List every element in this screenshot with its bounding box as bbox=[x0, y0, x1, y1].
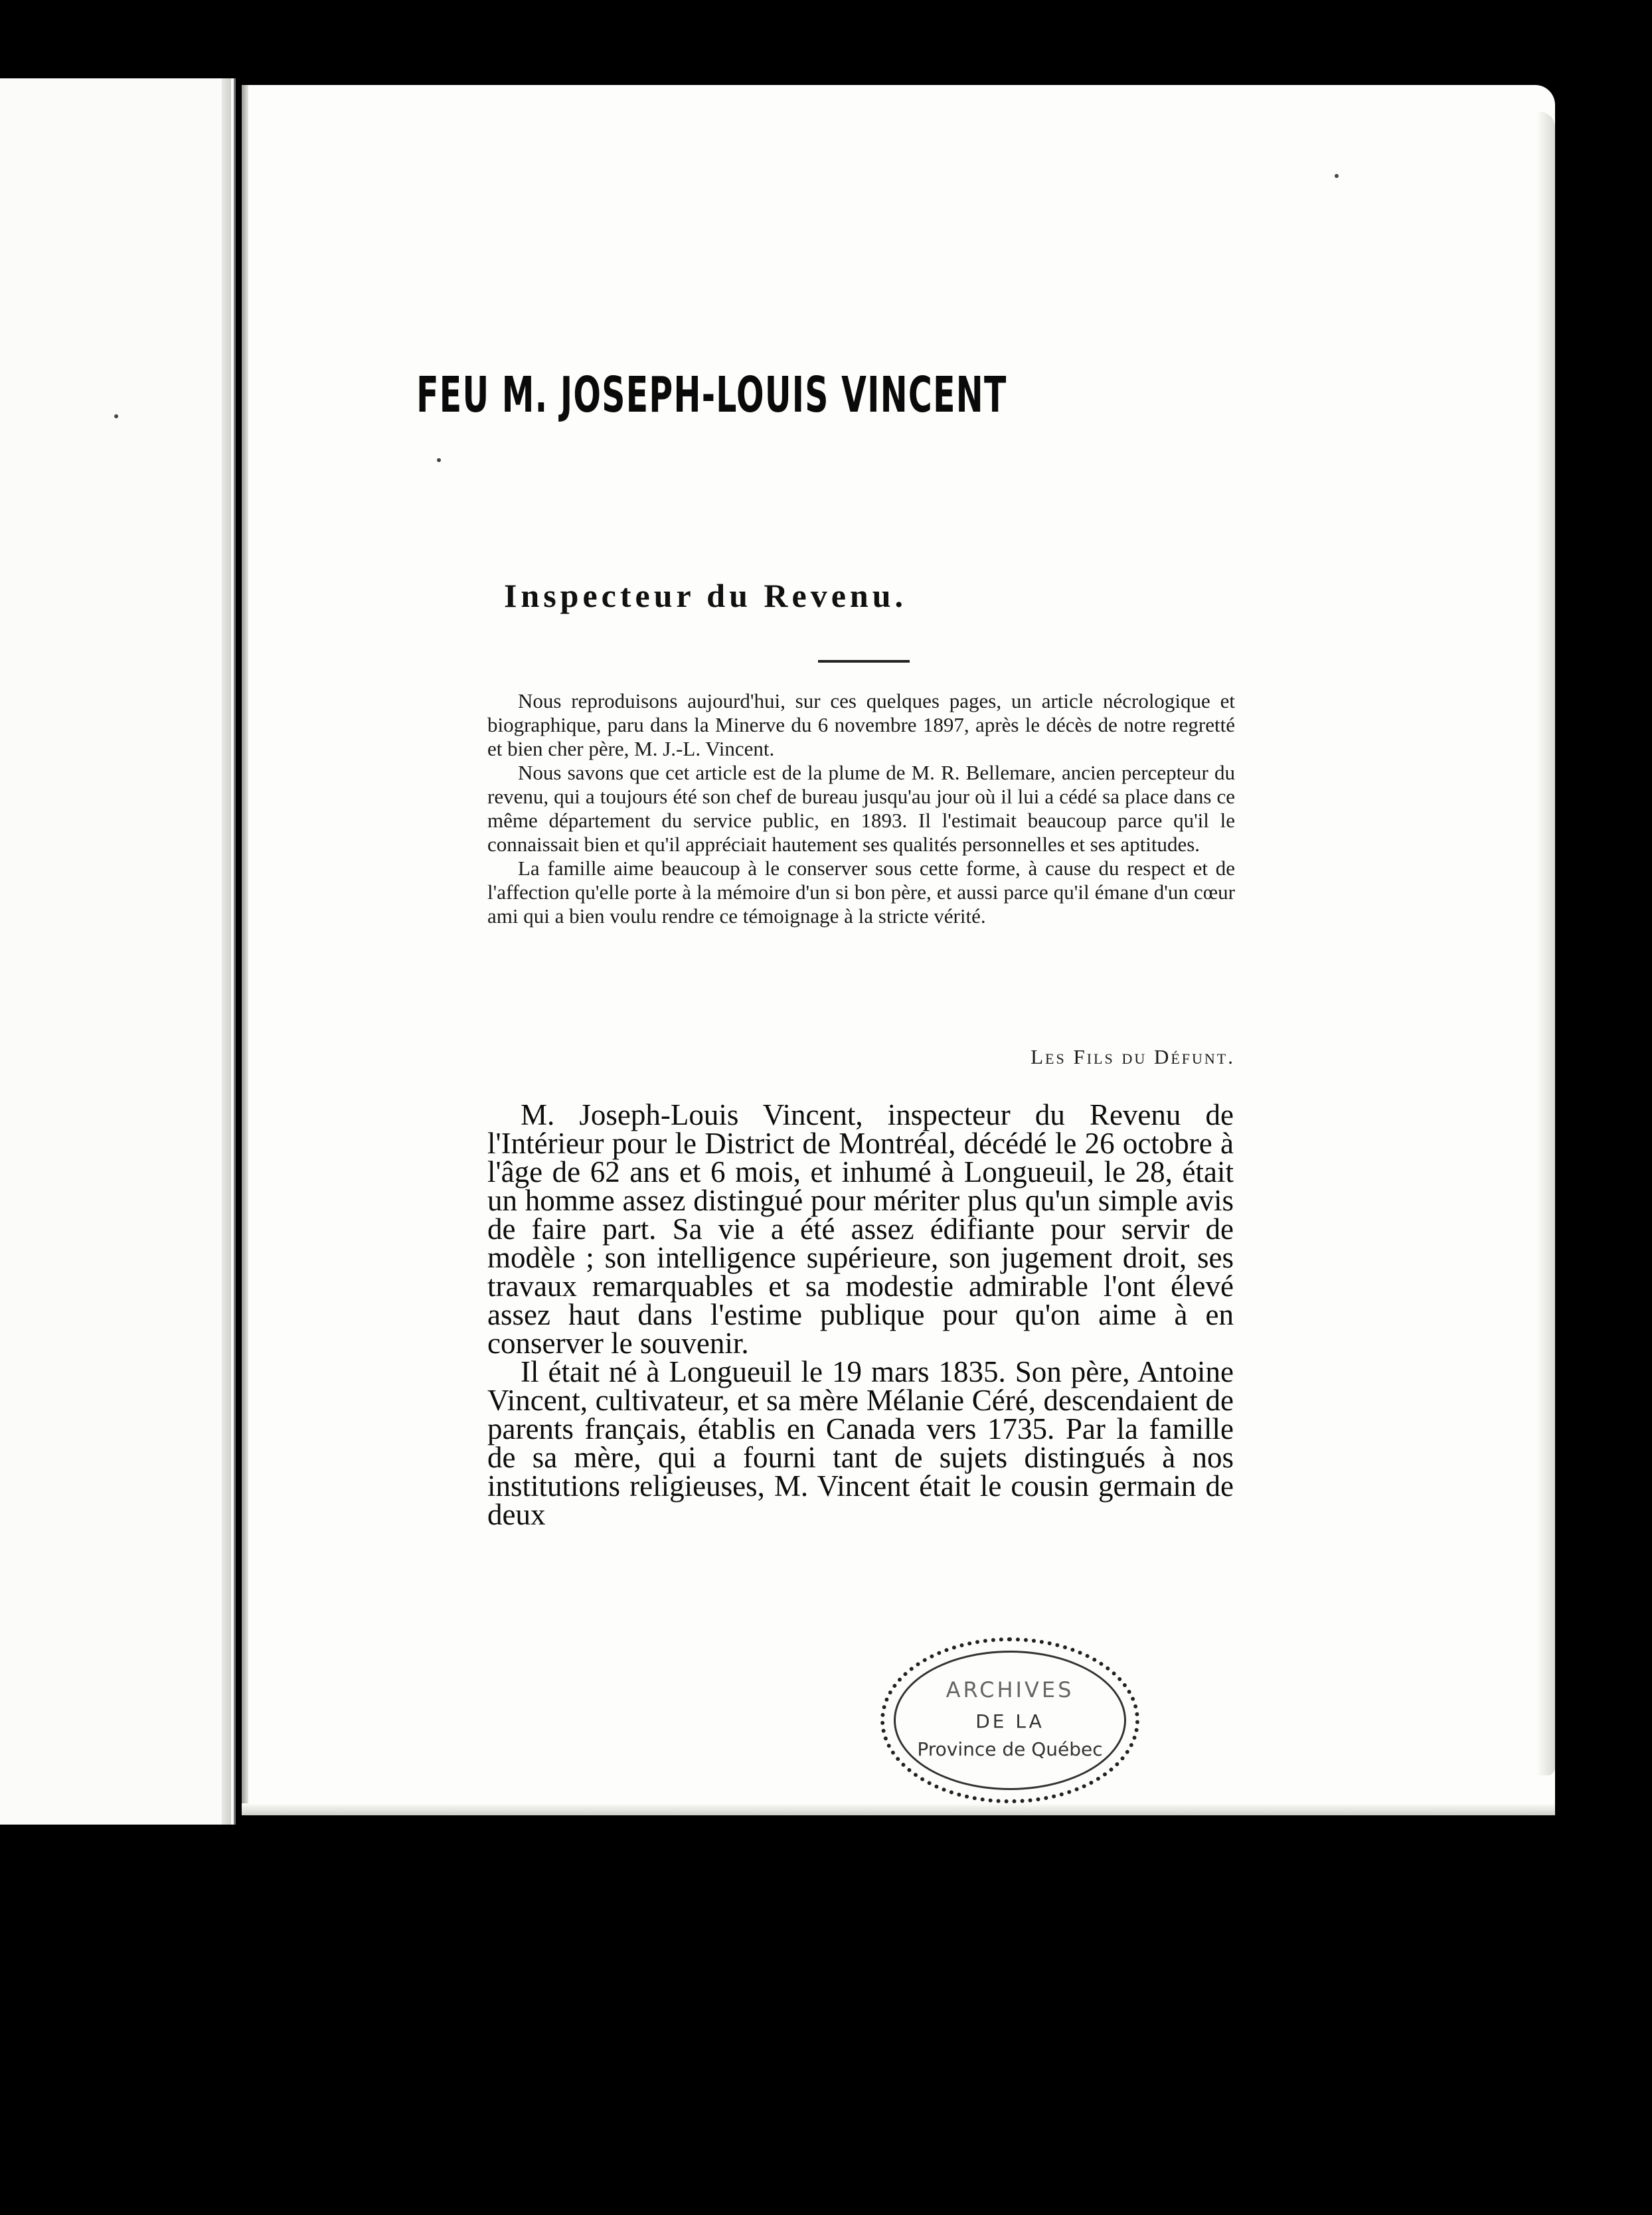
article-body bbox=[487, 1098, 1234, 1531]
title-divider bbox=[818, 660, 910, 663]
document-page bbox=[242, 85, 1555, 1815]
intro-paragraph: Nous reproduisons aujourd'hui, sur ces quelques pages, un article nécrologique et biographique, paru dans la Minerve du 6 novembre 1897, après le décès de notre regretté et bien cher père, M. J.-L. Vincent. bbox=[487, 689, 1235, 760]
page-bottom-edge bbox=[242, 1803, 1555, 1815]
stamp-line: ARCHIVES bbox=[946, 1677, 1074, 1702]
stamp-line: Province de Québec bbox=[917, 1738, 1103, 1760]
stamp-line: DE LA bbox=[975, 1710, 1044, 1732]
page-title: FEU M. JOSEPH-LOUIS VINCENT bbox=[416, 367, 1007, 424]
page-spine bbox=[242, 85, 248, 1815]
intro-note bbox=[487, 689, 1235, 928]
speck bbox=[114, 414, 118, 418]
intro-signature: Les Fils du Défunt. bbox=[1031, 1045, 1235, 1068]
body-paragraph: Il était né à Longueuil le 19 mars 1835. Son père, Antoine Vincent, cultivateur, et sa mère Mélanie Céré, descendaient de parents français, établis en Canada vers 1735. Par la famille de sa mère, qui a fourni tant de sujets distingués à nos institutions religieuses, M. Vincent était le cousin germain de deux bbox=[487, 1355, 1234, 1531]
page-subtitle: Inspecteur du Revenu. bbox=[503, 577, 908, 614]
left-page-fragment bbox=[0, 78, 236, 1825]
speck bbox=[437, 458, 441, 462]
body-paragraph: M. Joseph-Louis Vincent, inspecteur du Revenu de l'Intérieur pour le District de Montréal, décédé le 26 octobre à l'âge de 62 ans et 6 mois, et inhumé à Longueuil, le 28, était un homme assez distingué pour mériter plus qu'un simple avis de faire part. Sa vie a été assez édifiante pour servir de modèle ; son intelligence supérieure, son jugement droit, ses travaux remarquables et sa modestie admirable l'ont élevé assez haut dans l'estime publique pour qu'on aime à en conserver le souvenir. bbox=[487, 1098, 1234, 1360]
page-edge bbox=[1536, 112, 1555, 1775]
speck bbox=[1335, 174, 1339, 178]
archives-stamp bbox=[880, 1637, 1139, 1803]
intro-paragraph: La famille aime beaucoup à le conserver sous cette forme, à cause du respect et de l'affection qu'elle porte à la mémoire d'un si bon père, et aussi parce qu'il émane d'un cœur ami qui a bien voulu rendre ce témoignage à la stricte vérité. bbox=[487, 857, 1235, 928]
intro-paragraph: Nous savons que cet article est de la plume de M. R. Bellemare, ancien percepteur du revenu, qui a toujours été son chef de bureau jusqu'au jour où il lui a cédé sa place dans ce même département du service public, en 1893. Il l'estimait beaucoup parce qu'il le connaissait bien et qu'il appréciait hautement ses qualités personnelles et ses aptitudes. bbox=[487, 761, 1235, 856]
page-fold bbox=[222, 78, 231, 1825]
